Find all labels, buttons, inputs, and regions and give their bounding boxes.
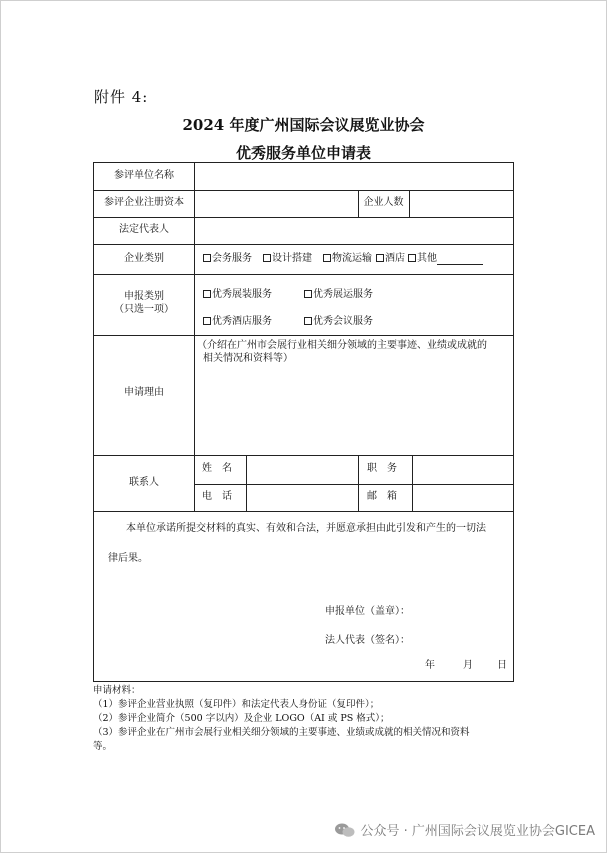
- category-label: 企业类别: [124, 253, 164, 264]
- contact-position-field[interactable]: [413, 456, 513, 484]
- checkbox-icon: [203, 290, 211, 298]
- checkbox-icon: [408, 254, 416, 262]
- form-title-line1: 2024 年度广州国际会议展览业协会: [182, 116, 425, 134]
- contact-email-label: 邮 箱: [367, 491, 397, 502]
- contact-name-field[interactable]: [247, 456, 358, 484]
- form-title-line2: 优秀服务单位申请表: [235, 144, 371, 162]
- apply-option-hotel[interactable]: 优秀酒店服务: [203, 316, 272, 328]
- wechat-icon: [334, 822, 356, 838]
- materials-title: 申请材料：: [93, 685, 141, 696]
- materials-item-3: （3）参评企业在广州市会展行业相关细分领域的主要事迹、业绩或成就的相关情况和资料: [93, 727, 470, 738]
- wechat-watermark: [334, 820, 596, 839]
- unit-name-label: 参评单位名称: [114, 170, 174, 181]
- category-option-hotel[interactable]: 酒店: [376, 253, 405, 265]
- apply-option-transport[interactable]: 优秀展运服务: [304, 289, 373, 301]
- checkbox-icon: [376, 254, 384, 262]
- registered-capital-label: 参评企业注册资本: [104, 197, 184, 208]
- contact-position-label: 职 务: [367, 463, 397, 474]
- contact-name-label: 姓 名: [202, 463, 232, 474]
- registered-capital-field[interactable]: [195, 191, 358, 217]
- unit-name-field[interactable]: [195, 164, 513, 190]
- sign-unit-label: 申报单位（盖章）：: [325, 606, 410, 617]
- materials-section: [93, 684, 513, 754]
- legal-rep-label: 法定代表人: [119, 224, 169, 235]
- category-option-design[interactable]: 设计搭建: [263, 253, 312, 265]
- commitment-text-line1: 本单位承诺所提交材料的真实、有效和合法，并愿意承担由此引发和产生的一切法: [126, 523, 486, 534]
- date-day: 日: [497, 660, 507, 671]
- watermark-text: 公众号 · 广州国际会议展览业协会GICEA: [360, 824, 595, 839]
- materials-item-3-cont: 等。: [93, 741, 113, 752]
- headcount-label: 企业人数: [363, 197, 404, 208]
- legal-rep-field[interactable]: [195, 218, 513, 244]
- date-month: 月: [463, 660, 473, 671]
- materials-item-1: （1）参评企业营业执照（复印件）和法定代表人身份证（复印件）；: [93, 699, 380, 710]
- reason-textarea[interactable]: [195, 368, 513, 454]
- attachment-label: 附件 4:: [94, 88, 149, 106]
- contact-phone-label: 电 话: [202, 491, 232, 502]
- checkbox-icon: [203, 254, 211, 262]
- apply-option-booth[interactable]: 优秀展装服务: [203, 289, 272, 301]
- category-option-logistics[interactable]: 物流运输: [323, 253, 372, 265]
- headcount-field[interactable]: [410, 191, 513, 217]
- date-year: 年: [425, 660, 435, 671]
- checkbox-icon: [263, 254, 271, 262]
- sign-rep-label: 法人代表（签名）：: [325, 635, 410, 646]
- reason-hint-line1: （介绍在广州市会展行业相关细分领域的主要事迹、业绩或成就的: [197, 340, 487, 351]
- checkbox-icon: [323, 254, 331, 262]
- commitment-text-line2: 律后果。: [108, 553, 148, 564]
- apply-option-meeting[interactable]: 优秀会议服务: [304, 316, 373, 328]
- category-option-other[interactable]: 其他: [408, 253, 483, 265]
- contact-email-field[interactable]: [413, 485, 513, 511]
- category-option-conference[interactable]: 会务服务: [203, 253, 252, 265]
- contact-label: 联系人: [129, 477, 159, 488]
- application-form-table: [93, 162, 514, 682]
- other-blank-line: [437, 254, 483, 265]
- materials-item-2: （2）参评企业简介（500 字以内）及企业 LOGO（AI 或 PS 格式）；: [93, 713, 390, 724]
- checkbox-icon: [203, 317, 211, 325]
- apply-type-sublabel: （只选一项）: [114, 304, 174, 315]
- reason-label: 申请理由: [124, 387, 164, 398]
- contact-phone-field[interactable]: [247, 485, 358, 511]
- apply-type-label: 申报类别: [124, 291, 164, 302]
- checkbox-icon: [304, 317, 312, 325]
- reason-hint-line2: 相关情况和资料等）: [203, 353, 293, 364]
- checkbox-icon: [304, 290, 312, 298]
